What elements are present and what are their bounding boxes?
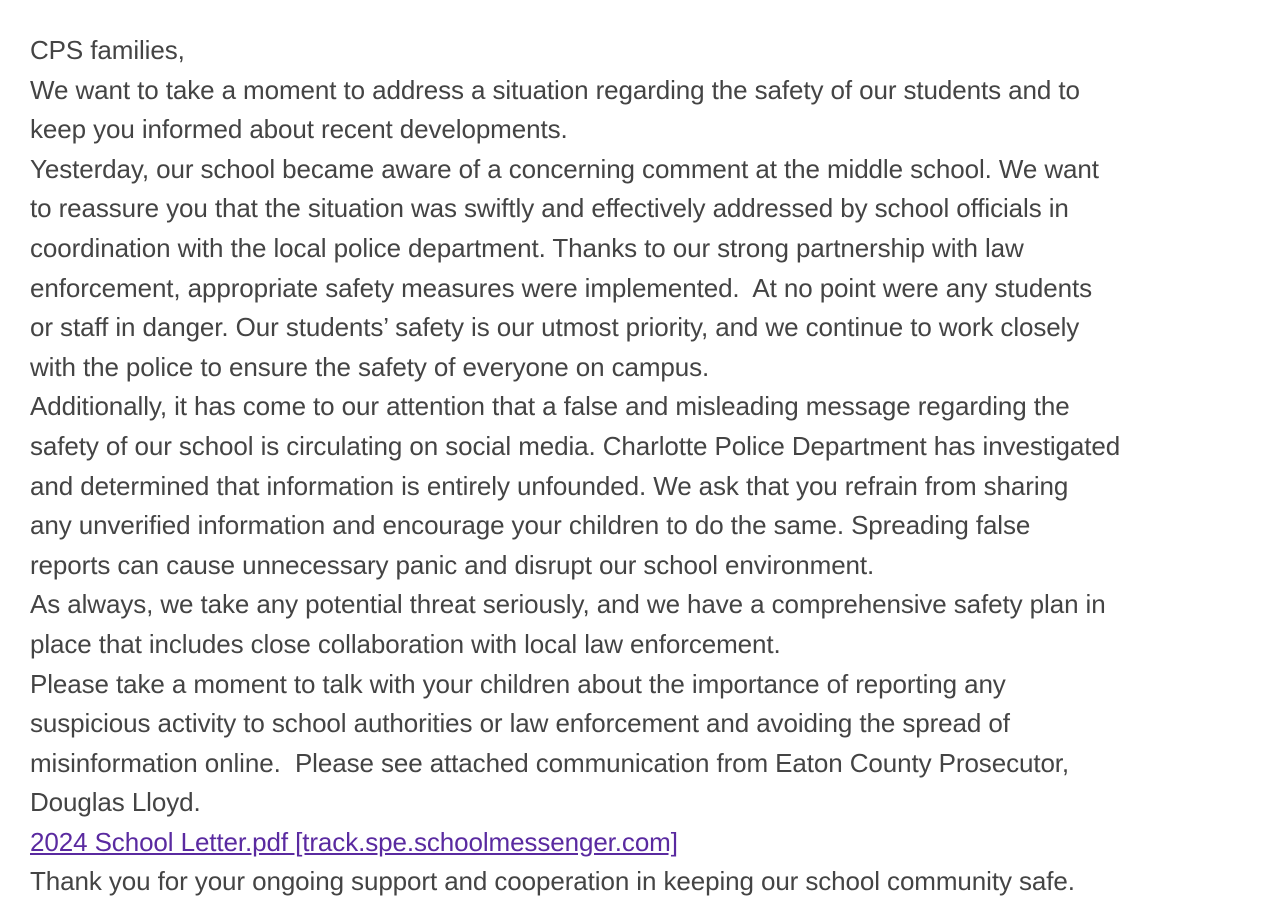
text-line: and determined that information is entirely unfounded. We ask that you refrain from sharing (30, 470, 1069, 501)
text-line: Yesterday, our school became aware of a concerning comment at the middle school. We want (30, 153, 1099, 184)
closing: Thank you for your ongoing support and cooperation in keeping our school community safe. (30, 866, 1075, 897)
text-line: coordination with the local police department. Thanks to our strong partnership with law (30, 232, 1024, 263)
text-line: suspicious activity to school authorities or law enforcement and avoiding the spread of (30, 708, 1010, 739)
paragraph-intro (30, 71, 1120, 150)
text-line: misinformation online. Please see attached communication from Eaton County Prosecutor, (30, 747, 1070, 778)
text-line: or staff in danger. Our students’ safety is our utmost priority, and we continue to work closely (30, 312, 1080, 343)
text-line: Please take a moment to talk with your children about the importance of reporting any (30, 668, 1006, 699)
text-line: keep you informed about recent developments. (30, 114, 568, 145)
paragraph-misinformation (30, 387, 1120, 585)
email-body (30, 31, 1120, 902)
text-line: As always, we take any potential threat seriously, and we have a comprehensive safety plan in (30, 589, 1106, 620)
text-line: reports can cause unnecessary panic and disrupt our school environment. (30, 549, 875, 580)
greeting: CPS families, (30, 35, 185, 65)
text-line: We want to take a moment to address a situation regarding the safety of our students and to (30, 74, 1080, 105)
text-line: safety of our school is circulating on social media. Charlotte Police Department has investigated (30, 430, 1121, 461)
text-line: Additionally, it has come to our attention that a false and misleading message regarding the (30, 391, 1070, 422)
text-line: any unverified information and encourage your children to do the same. Spreading false (30, 510, 1031, 541)
text-line: enforcement, appropriate safety measures were implemented. At no point were any students (30, 272, 1093, 303)
text-line: Douglas Lloyd. (30, 787, 201, 818)
paragraph-request (30, 665, 1120, 823)
paragraph-incident (30, 150, 1120, 388)
paragraph-safety-plan (30, 585, 1120, 664)
text-line: to reassure you that the situation was swiftly and effectively addressed by school officials in (30, 193, 1069, 224)
text-line: place that includes close collaboration with local law enforcement. (30, 628, 781, 659)
text-line: with the police to ensure the safety of everyone on campus. (30, 351, 710, 382)
attachment-link[interactable]: 2024 School Letter.pdf [track.spe.schoolmessenger.com] (30, 826, 678, 857)
